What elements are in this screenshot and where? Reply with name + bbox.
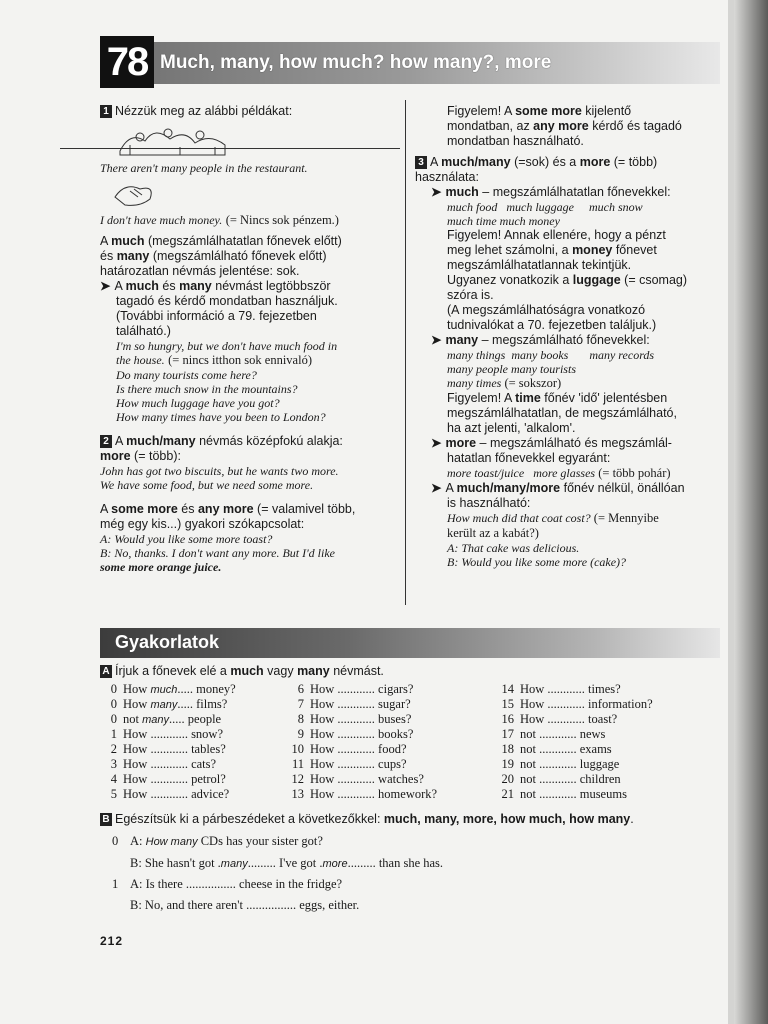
page-number: 212 (100, 934, 124, 948)
exercise-item[interactable]: 21 not ............ museums (501, 787, 627, 801)
example-hungry: I'm so hungry, but we don't have much food in (116, 339, 338, 353)
dialogue-0-b[interactable]: B: She hasn't got .many......... I've got .more......... than she has. (130, 856, 444, 870)
exercise-item[interactable]: 20 not ............ children (501, 772, 621, 786)
example-some-food: We have some food, but we need some more. (100, 478, 314, 492)
exercise-item[interactable]: 9 How ............ books? (297, 727, 414, 741)
exercise-item[interactable]: 2 How ............ tables? (110, 742, 226, 756)
note-time: Figyelem! A time főnév 'idő' jelentésben megszámlálhatatlan, de megszámlálható, ha azt jelenti, 'alkalom'. (447, 391, 677, 435)
section-badge-3: 3 (415, 156, 427, 169)
examples-many-2: many people many tourists (447, 362, 576, 376)
book-spine-shadow (730, 0, 768, 1024)
example-cake: A: That cake was delicious. (447, 541, 580, 555)
exercise-item[interactable]: 11 How ............ cups? (291, 757, 407, 771)
exercise-item[interactable]: 18 not ............ exams (501, 742, 612, 756)
wallet-illustration (100, 177, 400, 211)
rule-standalone: ➤ A much/many/more főnév nélkül, önállóan is használható: (431, 481, 685, 510)
section-2-rule: 2 A much/many névmás középfokú alakja: more (= több): (100, 434, 343, 463)
example-snow: Is there much snow in the mountains? (116, 382, 298, 396)
chapter-title: Much, many, how much? how many?, more (160, 52, 552, 73)
rule-usage-cont-2: (További információ a 79. fejezetben (116, 309, 317, 323)
exercise-item[interactable]: 10 How ............ food? (291, 742, 407, 756)
exercise-b-instruction: B Egészítsük ki a párbeszédeket a következőkkel: much, many, more, how much, how many. (100, 812, 720, 826)
dialogue-1-b[interactable]: B: No, and there aren't ................ eggs, either. (130, 898, 360, 912)
note-some-any-more: Figyelem! A some more kijelentő mondatban, az any more kérdő és tagadó mondatban használható. (447, 104, 682, 148)
example-orange-juice: some more orange juice. (100, 560, 222, 574)
example-house-translation: (= nincs itthon sok ennivaló) (168, 353, 312, 367)
example-tourists: Do many tourists come here? (116, 368, 257, 382)
example-luggage: How much luggage have you got? (116, 396, 280, 410)
exercise-item[interactable]: 4 How ............ petrol? (110, 772, 226, 786)
exercise-item[interactable]: 16 How ............ toast? (501, 712, 618, 726)
dialogue-1-a[interactable]: 1 A: Is there ................ cheese in the fridge? (112, 877, 343, 891)
rule-usage-cont-3: található.) (116, 324, 171, 338)
exercise-item[interactable]: 5 How ............ advice? (110, 787, 230, 801)
rule-some-any-more: A some more és any more (= valamivel több, még egy kis...) gyakori szókapcsolat: (100, 502, 356, 531)
exercise-a-column-3 (492, 682, 653, 802)
example-biscuits: John has got two biscuits, but he wants two more. (100, 464, 339, 478)
exercise-item[interactable]: 12 How ............ watches? (291, 772, 424, 786)
exercise-badge-a: A (100, 665, 112, 678)
examples-more-translation: (= több pohár) (595, 466, 671, 480)
exercise-item[interactable]: 0 How much..... money? (110, 682, 236, 696)
left-column (100, 104, 400, 574)
exercise-item[interactable]: 19 not ............ luggage (501, 757, 620, 771)
exercise-item[interactable]: 7 How ............ sugar? (297, 697, 411, 711)
exercise-item[interactable]: 0 not many..... people (110, 712, 222, 726)
example-no-money: I don't have much money. (100, 213, 223, 227)
exercise-a-column-2 (282, 682, 437, 802)
rule-much-uncountable: ➤ much – megszámlálhatatlan főnevekkel: (431, 185, 671, 199)
examples-many-1: many things many books many records (447, 348, 655, 362)
exercise-item[interactable]: 3 How ............ cats? (110, 757, 217, 771)
example-london: How many times have you been to London? (116, 410, 326, 424)
rule-many-countable: ➤ many – megszámlálható főnevekkel: (431, 333, 650, 347)
exercise-item[interactable]: 0 How many..... films? (110, 697, 228, 711)
example-coat-translation-2: került az a kabát?) (447, 526, 539, 540)
section-1-intro: Nézzük meg az alábbi példákat: (115, 104, 293, 118)
exercise-item[interactable]: 6 How ............ cigars? (297, 682, 414, 696)
example-toast: A: Would you like some more toast? (100, 532, 273, 546)
rule-more: ➤ more – megszámlálható és megszámlál- hatatlan főnevekkel egyaránt: (431, 436, 672, 465)
exercise-item[interactable]: 13 How ............ homework? (291, 787, 438, 801)
exercise-a-instruction: A Írjuk a főnevek elé a much vagy many névmást. (100, 664, 720, 678)
exercise-item[interactable]: 8 How ............ buses? (297, 712, 412, 726)
exercise-badge-b: B (100, 813, 112, 826)
example-coat-translation: (= Mennyibe (590, 511, 659, 525)
column-divider (405, 100, 406, 605)
section-badge-2: 2 (100, 435, 112, 448)
exercises-title: Gyakorlatok (115, 632, 220, 652)
right-column (415, 104, 715, 569)
exercise-a-column-1 (95, 682, 236, 802)
example-many-times: many times (447, 376, 502, 390)
example-no-thanks: B: No, thanks. I don't want any more. But I'd like (100, 546, 335, 560)
rule-usage-cont-1: tagadó és kérdő mondatban használjuk. (116, 294, 338, 308)
note-money: Figyelem! Annak ellenére, hogy a pénzt meg lehet számolni, a money főnevet megszámlálhatatlannak tekintjük. Ugyanez vonatkozik a luggage (= csomag) szóra is. (A megszámlálhatóságra vonatkozó tudnivalókat a 70. fejezetben találjuk.) (447, 228, 688, 332)
section-badge-1: 1 (100, 105, 112, 118)
rule-much-many: A much (megszámlálhatatlan főnevek előtt) és many (megszámlálható főnevek előtt) határozatlan névmás jelentése: sok. (100, 234, 342, 278)
section-3-rule: 3 A much/many (=sok) és a more (= több) használata: (415, 155, 658, 184)
rule-usage-negative-questions: ➤ A much és many névmást legtöbbször (100, 279, 331, 293)
example-no-money-translation: (= Nincs sok pénzem.) (225, 213, 339, 227)
chapter-number: 78 (100, 36, 154, 88)
restaurant-illustration (100, 121, 400, 159)
example-many-times-translation: (= sokszor) (501, 376, 562, 390)
examples-more: more toast/juice more glasses (447, 466, 596, 480)
exercise-item[interactable]: 15 How ............ information? (501, 697, 653, 711)
example-caption-restaurant: There aren't many people in the restaurant. (100, 161, 308, 175)
exercise-item[interactable]: 1 How ............ snow? (110, 727, 224, 741)
page-edge (728, 0, 734, 1024)
example-coat: How much did that coat cost? (447, 511, 591, 525)
examples-much-1: much food much luggage much snow (447, 200, 643, 214)
example-some-more-cake: B: Would you like some more (cake)? (447, 555, 627, 569)
examples-much-2: much time much money (447, 214, 560, 228)
dialogue-0-a[interactable]: 0 A: How many CDs has your sister got? (112, 834, 323, 848)
example-house: the house. (116, 353, 165, 367)
exercise-item[interactable]: 17 not ............ news (501, 727, 606, 741)
exercise-item[interactable]: 14 How ............ times? (501, 682, 621, 696)
